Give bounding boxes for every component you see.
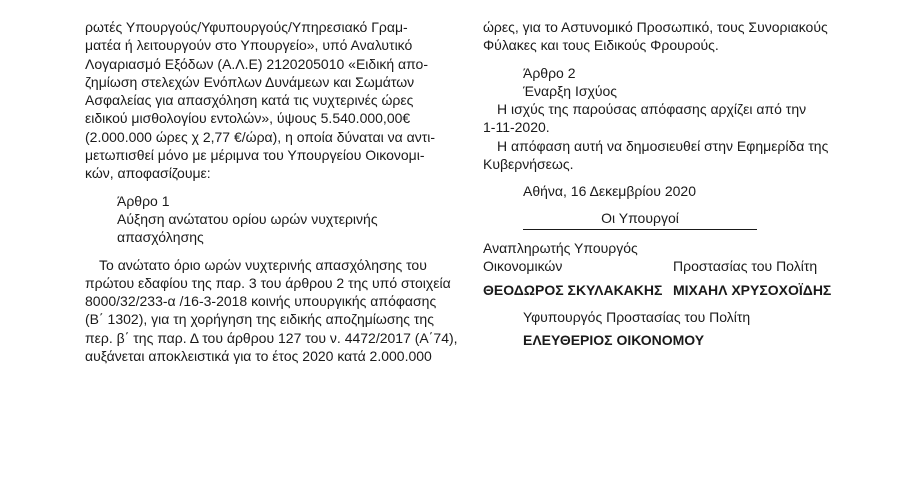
text-line: μετωπισθεί μόνο με μέριμνα του Υπουργείου Οικονομι- [85, 147, 425, 164]
sig1-name: ΘΕΟΔΩΡΟΣ ΣΚΥΛΑΚΑΚΗΣ [483, 281, 663, 298]
sig2-name: ΜΙΧΑΗΛ ΧΡΥΣΟΧΟΪΔΗΣ [673, 281, 832, 298]
text-line: Κυβερνήσεως. [483, 156, 574, 173]
article-2-heading: Έναρξη Ισχύος [523, 82, 618, 99]
text-line: 8000/32/233-α /16-3-2018 κοινής υπουργικής απόφασης [85, 293, 437, 310]
left-column [85, 18, 462, 365]
paragraph-decision-intro [85, 18, 462, 183]
text-line: ρωτές Υπουργούς/Υφυπουργούς/Υπηρεσιακό Γραμ- [85, 19, 408, 35]
text-line: αυξάνεται αποκλειστικά για το έτος 2020 κατά 2.000.000 [85, 348, 432, 365]
text-line: Λογαριασμό Εξόδων (Α.Λ.Ε) 2120205010 «Ειδική απο- [85, 55, 428, 72]
sig1-title-line: Οικονομικών [483, 258, 563, 275]
text-line: κών, αποφασίζουμε: [85, 165, 211, 182]
text-line: (2.000.000 ώρες χ 2,77 €/ώρα), η οποία δύναται να αντι- [85, 128, 436, 145]
text-line: Η απόφαση αυτή να δημοσιευθεί στην Εφημερίδα της [497, 137, 829, 154]
article-2-title: Άρθρο 2 [523, 64, 576, 81]
sig3-title: Υφυπουργός Προστασίας του Πολίτη [523, 308, 751, 325]
signatories-header [523, 209, 757, 230]
sig3-name: ΕΛΕΥΘΕΡΙΟΣ ΟΙΚΟΝΟΜΟΥ [523, 332, 705, 349]
text-line: περ. β΄ της παρ. Δ του άρθρου 127 του ν. 4472/2017 (Α΄74), [85, 329, 458, 346]
paragraph-article-1-body [85, 256, 462, 366]
text-line: Ασφαλείας για απασχόληση κατά τις νυχτερινές ώρες [85, 92, 414, 109]
text-line: Η ισχύς της παρούσας απόφασης αρχίζει από την [497, 101, 807, 118]
article-1-title: Άρθρο 1 [117, 192, 170, 209]
text-line: ειδικού μισθολογίου εντολών», ύψους 5.540.000,00€ [85, 110, 411, 127]
paragraph-publication [483, 137, 865, 174]
text-line: (Β΄ 1302), για τη χορήγηση της ειδικής αποζημίωσης της [85, 311, 434, 328]
signature-block [483, 239, 865, 349]
place-date: Αθήνα, 16 Δεκεμβρίου 2020 [523, 183, 696, 200]
text-line: 1-11-2020. [483, 119, 550, 136]
sig1-title-line: Αναπληρωτής Υπουργός [483, 239, 638, 256]
signatories-header-text: Οι Υπουργοί [601, 209, 679, 226]
right-column [483, 18, 865, 349]
paragraph-effective-date [483, 100, 865, 137]
article-1-heading-line: Αύξηση ανώτατου ορίου ωρών νυχτερινής [117, 210, 378, 227]
article-1-heading-line: απασχόλησης [117, 229, 204, 246]
text-line: ματέα ή λειτουργούν στο Υπουργείο», υπό Αναλυτικό [85, 37, 413, 54]
sig2-title: Προστασίας του Πολίτη [673, 258, 818, 275]
text-line: ώρες, για το Αστυνομικό Προσωπικό, τους Συνοριακούς [483, 19, 828, 35]
paragraph-continuation [483, 18, 865, 55]
text-line: ζημίωση στελεχών Ενόπλων Δυνάμεων και Σωμάτων [85, 73, 415, 90]
text-line: Το ανώτατο όριο ωρών νυχτερινής απασχόλησης του [99, 256, 427, 273]
text-line: Φύλακες και τους Ειδικούς Φρουρούς. [483, 37, 719, 54]
text-line: πρώτου εδαφίου της παρ. 3 του άρθρου 2 της υπό στοιχεία [85, 274, 451, 291]
